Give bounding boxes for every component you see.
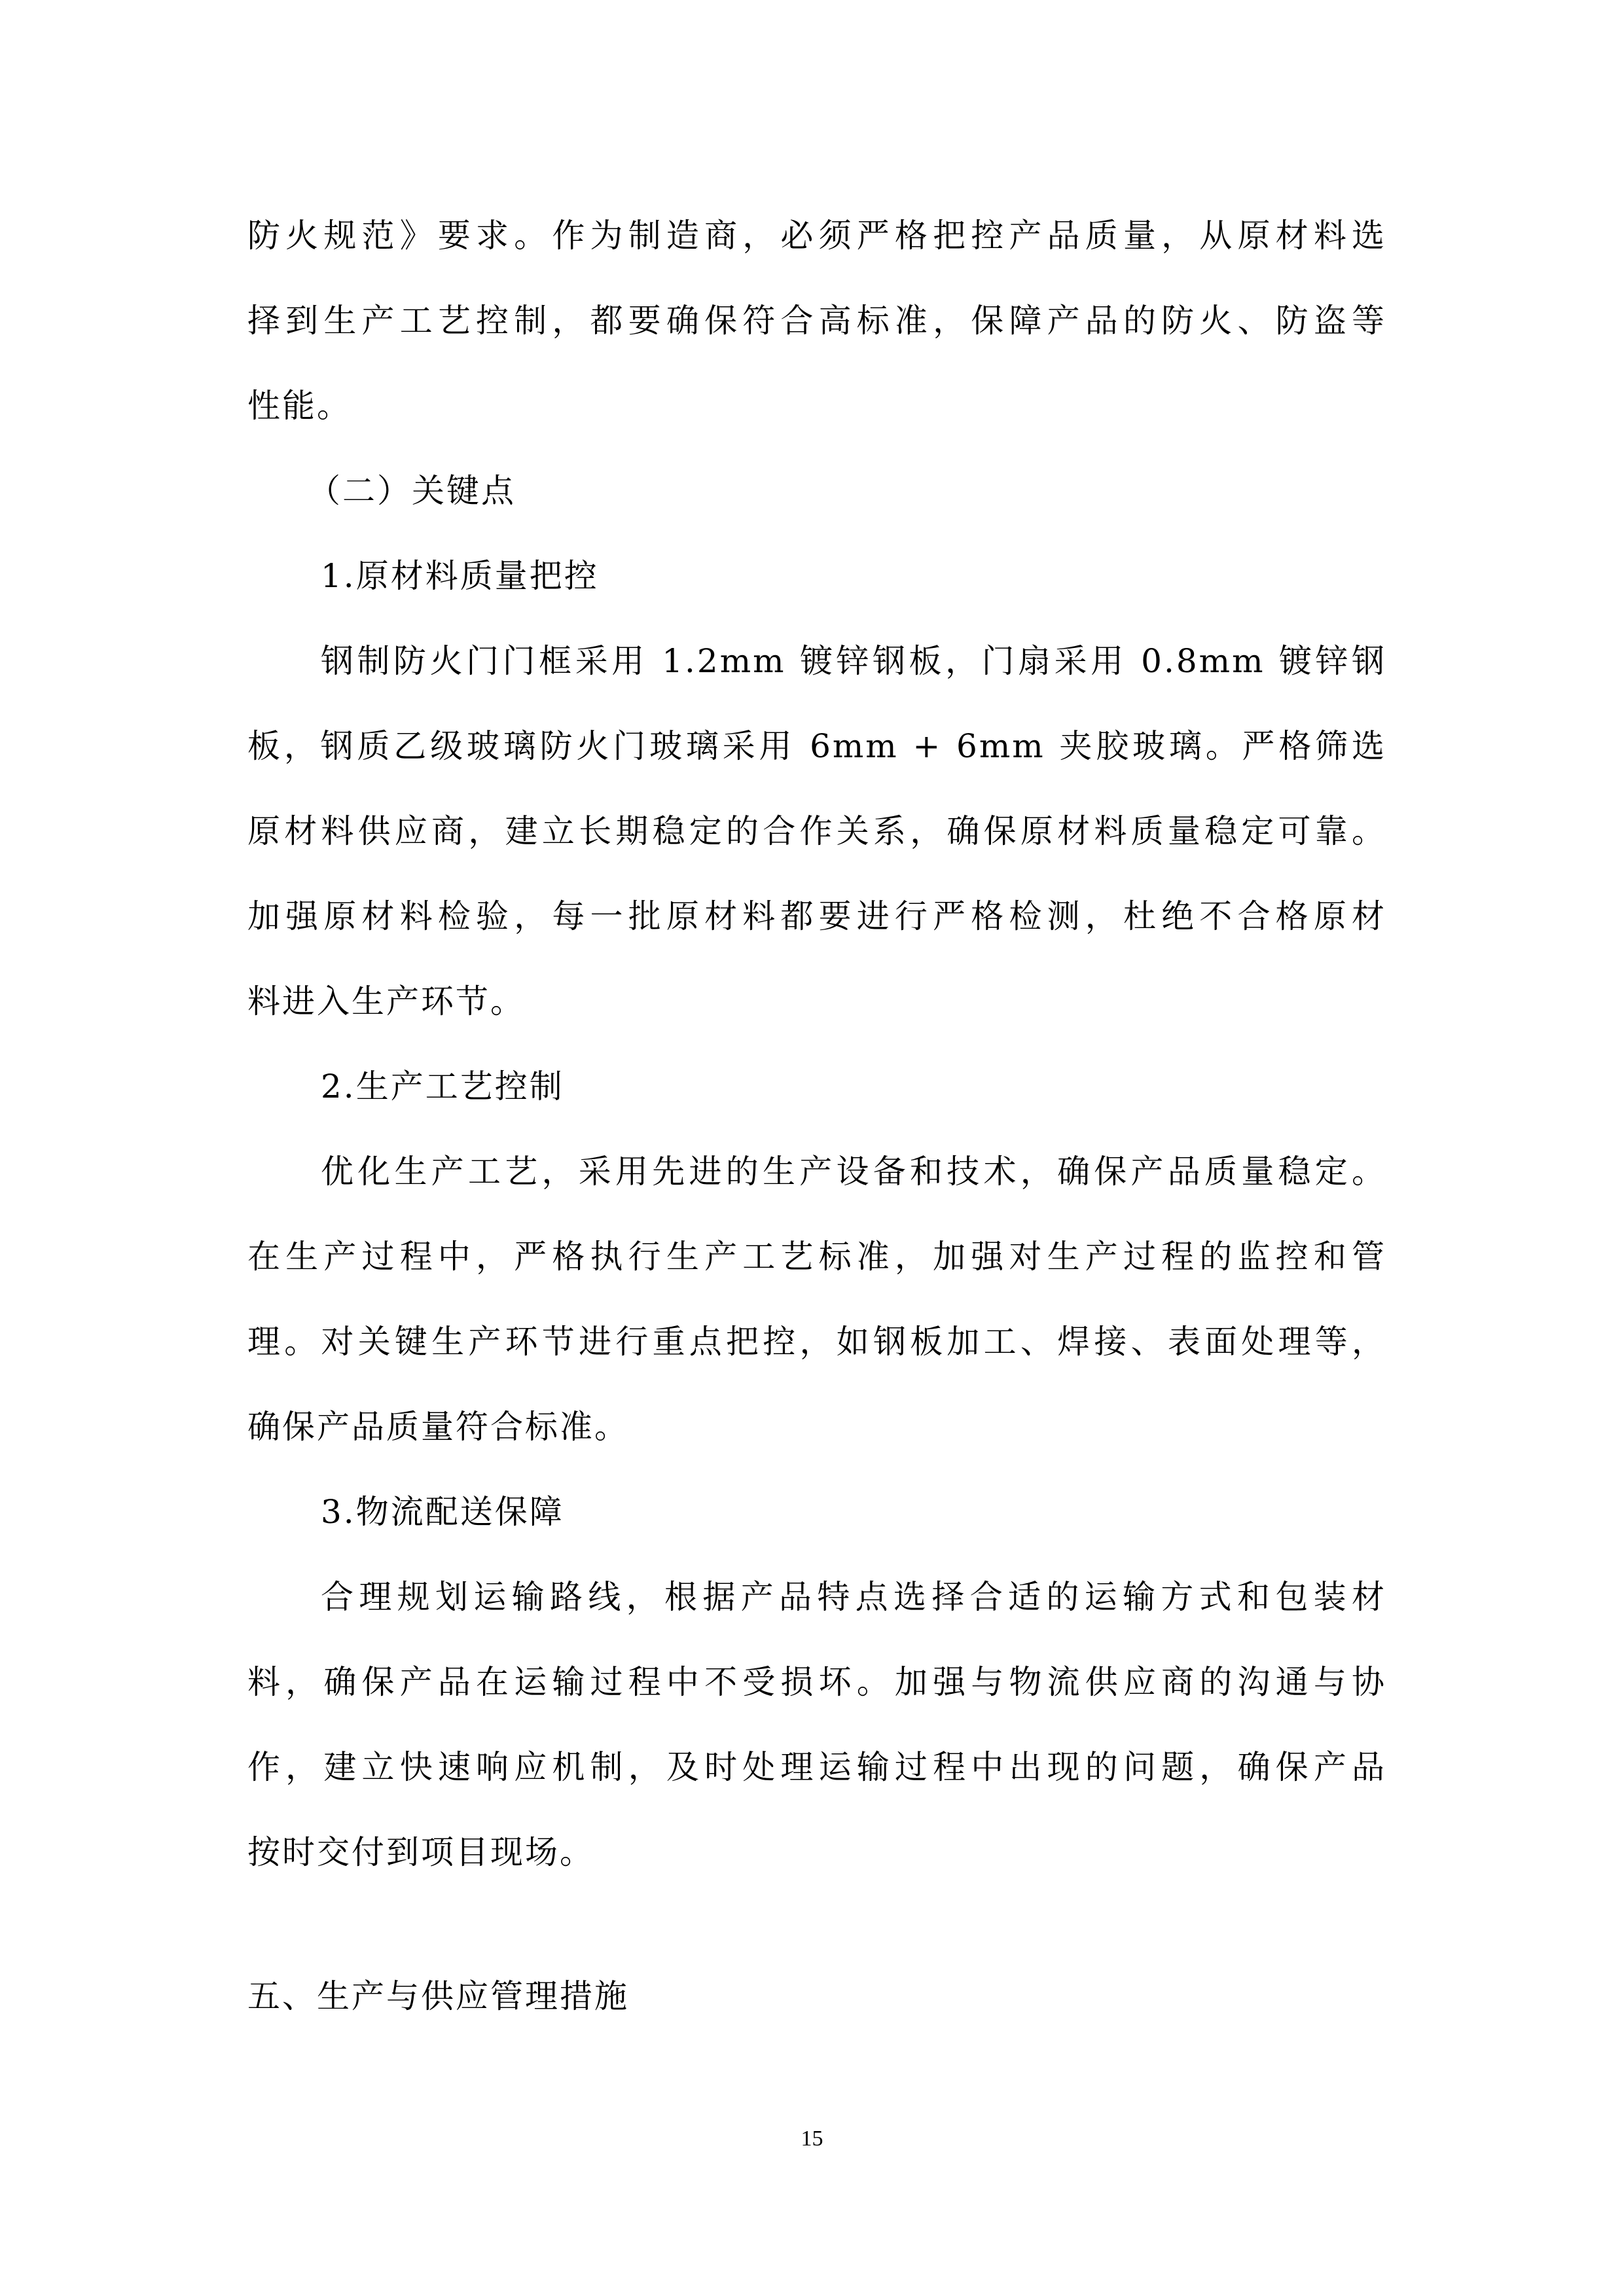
paragraph-line: 合理规划运输路线，根据产品特点选择合适的运输方式和包装材	[321, 1578, 1386, 1616]
paragraph-line: 优化生产工艺，采用先进的生产设备和技术，确保产品质量稳定。	[321, 1153, 1386, 1191]
paragraph-line: 性能。	[247, 387, 352, 425]
paragraph-line: 在生产过程中，严格执行生产工艺标准，加强对生产过程的监控和管	[247, 1238, 1386, 1276]
paragraph-line: 按时交付到项目现场。	[247, 1833, 594, 1871]
paragraph-line: 钢制防火门门框采用 1.2mm 镀锌钢板，门扇采用 0.8mm 镀锌钢	[321, 642, 1386, 680]
paragraph-line: 作，建立快速响应机制，及时处理运输过程中出现的问题，确保产品	[247, 1748, 1386, 1786]
page-number: 15	[801, 2126, 823, 2151]
paragraph-line: 料进入生产环节。	[247, 982, 525, 1020]
paragraph-line: 理。对关键生产环节进行重点把控，如钢板加工、焊接、表面处理等，	[247, 1323, 1386, 1361]
section-heading: （二）关键点	[308, 472, 516, 510]
subsection-title: 3.物流配送保障	[321, 1493, 564, 1531]
paragraph-line: 板，钢质乙级玻璃防火门玻璃采用 6mm + 6mm 夹胶玻璃。严格筛选	[247, 727, 1386, 765]
paragraph-line: 加强原材料检验，每一批原材料都要进行严格检测，杜绝不合格原材	[247, 897, 1386, 935]
paragraph-line: 料，确保产品在运输过程中不受损坏。加强与物流供应商的沟通与协	[247, 1663, 1386, 1701]
paragraph-line: 确保产品质量符合标准。	[247, 1408, 629, 1446]
paragraph-line: 择到生产工艺控制，都要确保符合高标准，保障产品的防火、防盗等	[247, 302, 1386, 340]
subsection-title: 1.原材料质量把控	[321, 557, 599, 595]
chapter-heading: 五、生产与供应管理措施	[247, 1977, 629, 2015]
paragraph-line: 防火规范》要求。作为制造商，必须严格把控产品质量，从原材料选	[247, 217, 1386, 255]
subsection-title: 2.生产工艺控制	[321, 1067, 564, 1105]
paragraph-line: 原材料供应商，建立长期稳定的合作关系，确保原材料质量稳定可靠。	[247, 812, 1386, 850]
